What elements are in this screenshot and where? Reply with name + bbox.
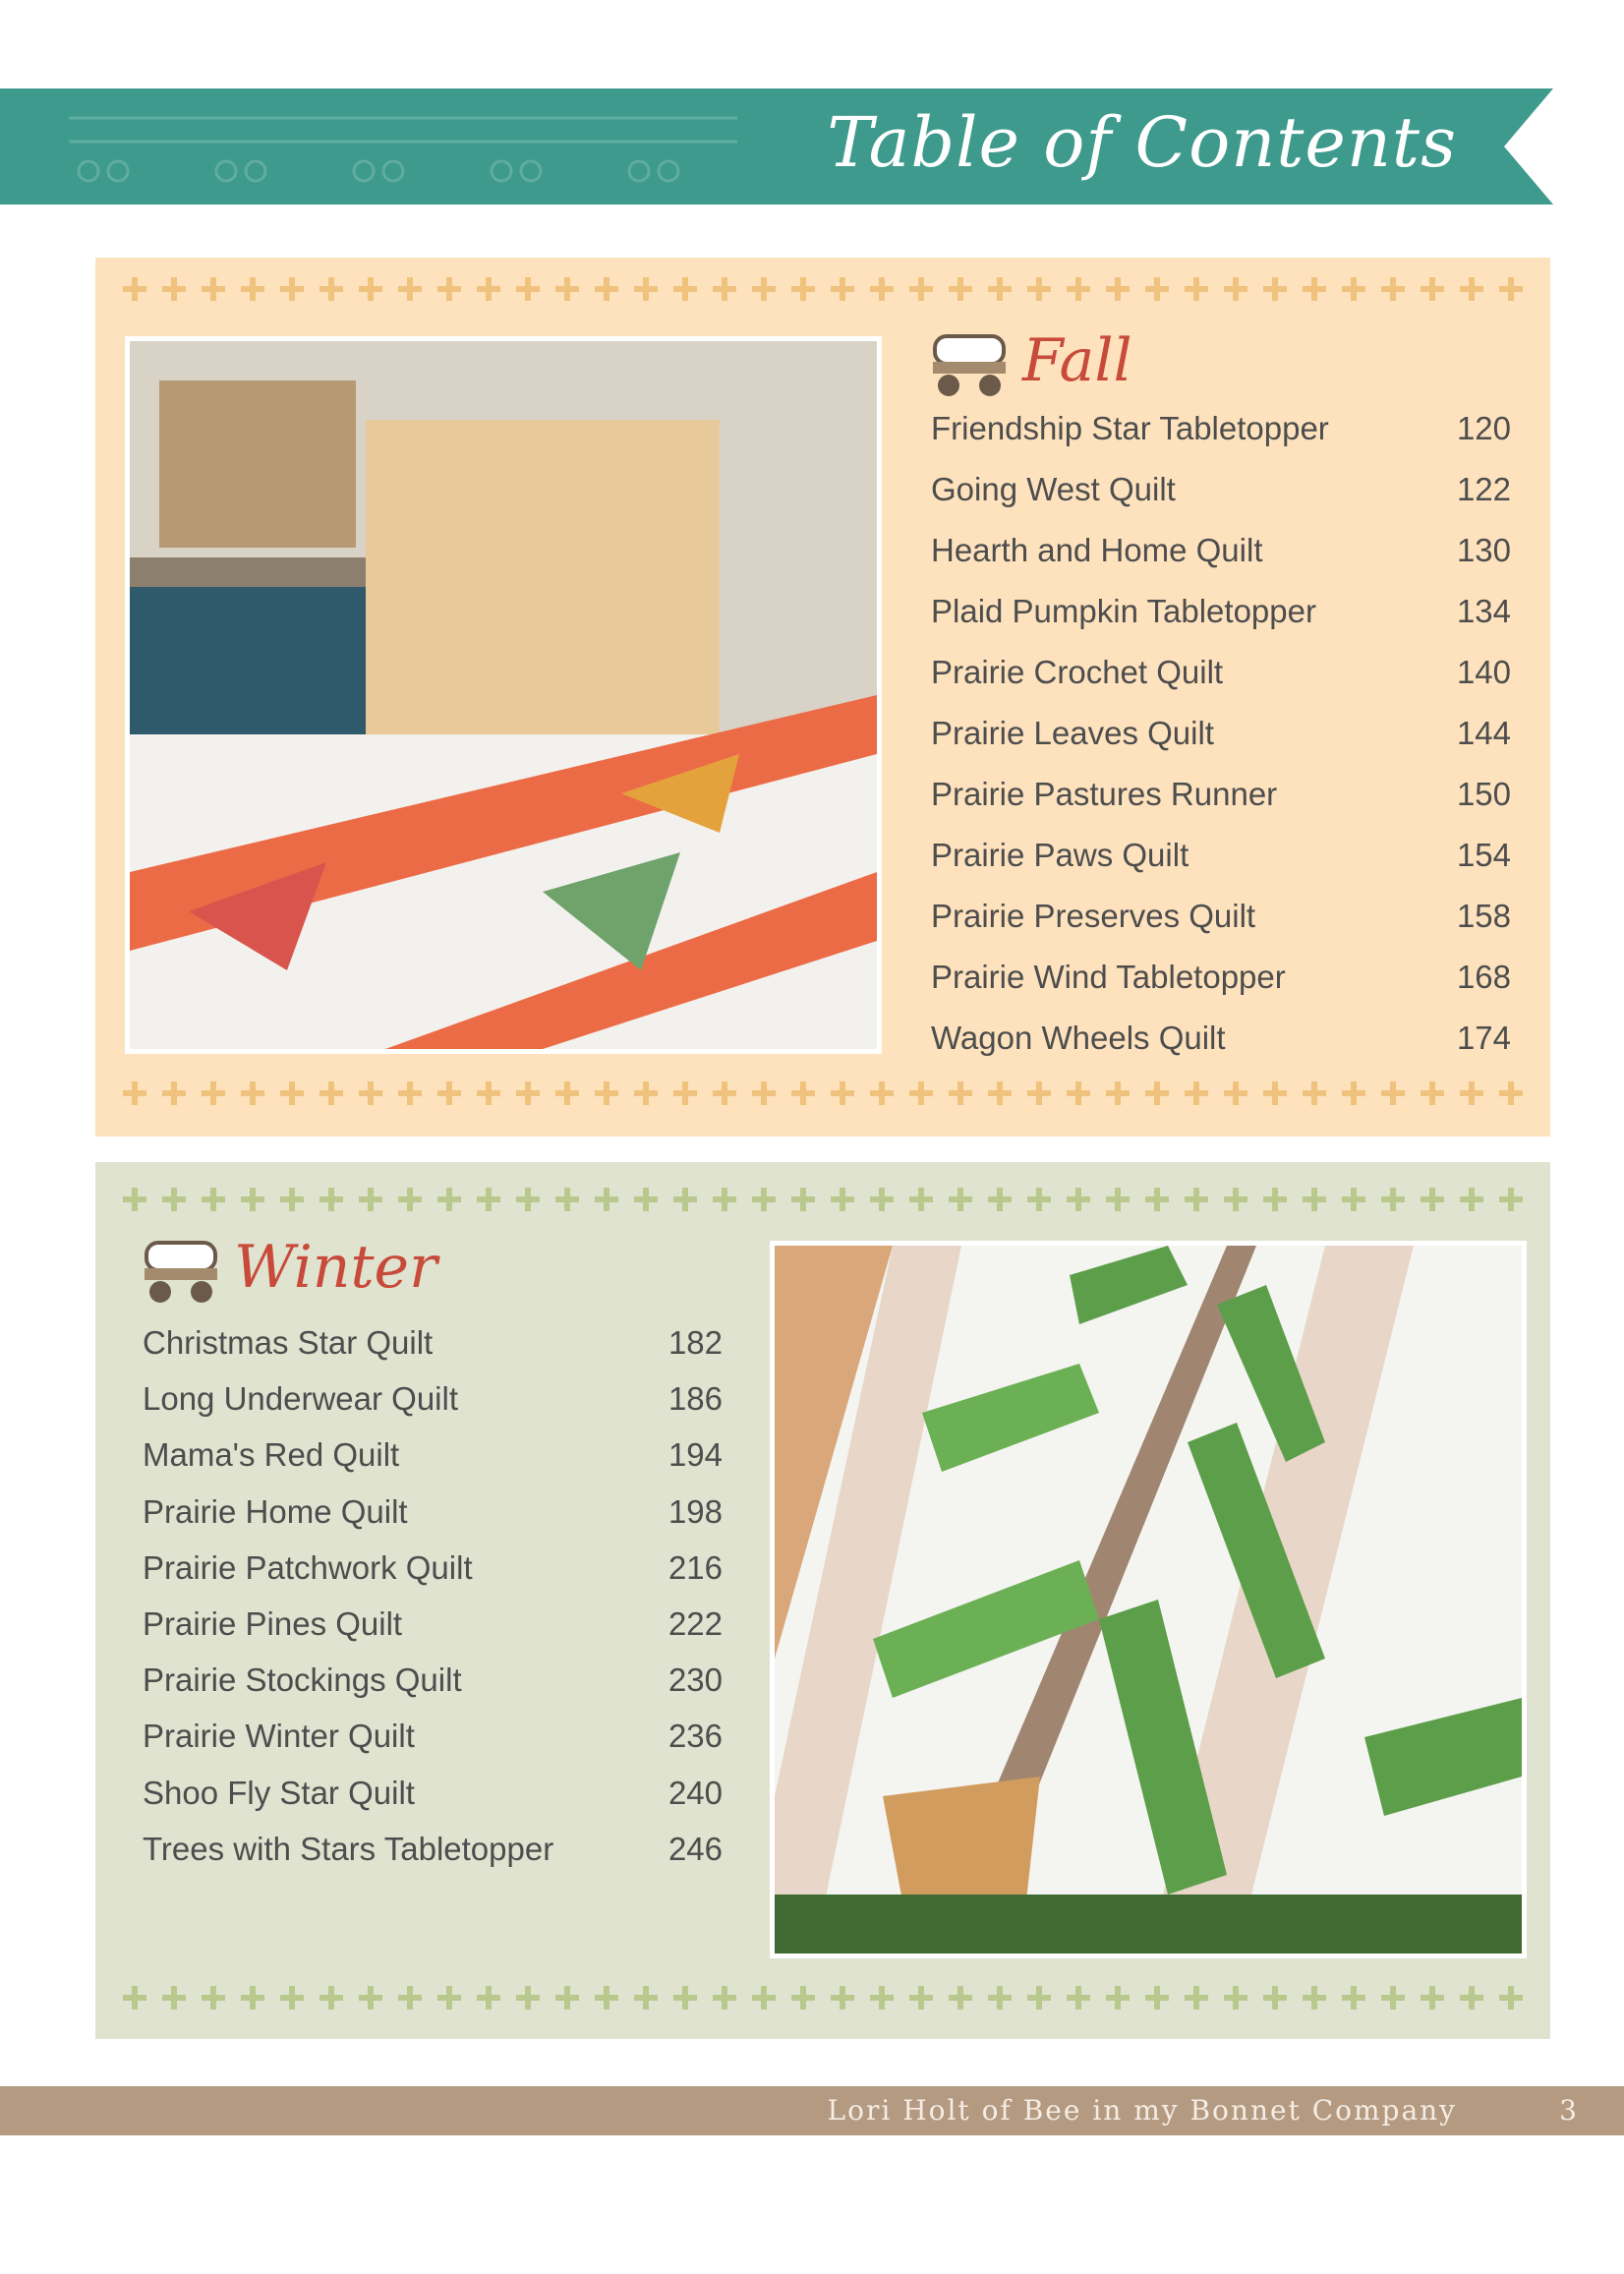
toc-entry-name: Prairie Pastures Runner — [931, 776, 1278, 812]
toc-entry-name: Wagon Wheels Quilt — [931, 1020, 1226, 1056]
toc-entry-page: 198 — [667, 1492, 723, 1530]
toc-entry[interactable] — [143, 1493, 723, 1549]
toc-entry[interactable] — [143, 1436, 723, 1492]
fall-toc-list — [931, 410, 1511, 1080]
fall-title: Fall — [1022, 326, 1132, 395]
toc-entry-page: 144 — [1456, 715, 1511, 751]
page-title: Table of Contents — [827, 102, 1457, 183]
toc-entry[interactable] — [931, 715, 1511, 776]
toc-entry-page: 150 — [1456, 776, 1511, 812]
toc-entry-page: 230 — [667, 1662, 723, 1699]
page-number: 3 — [1559, 2094, 1577, 2127]
toc-entry[interactable] — [931, 471, 1511, 532]
toc-entry-name: Friendship Star Tabletopper — [931, 410, 1329, 446]
banner-pattern — [59, 98, 747, 195]
toc-entry-name: Prairie Wind Tabletopper — [931, 959, 1286, 995]
toc-entry[interactable] — [931, 898, 1511, 959]
footer-bar — [0, 2086, 1624, 2135]
toc-entry[interactable] — [143, 1831, 723, 1887]
toc-entry[interactable] — [931, 837, 1511, 898]
covered-wagon-icon — [141, 1239, 221, 1308]
toc-entry-name: Mama's Red Quilt — [143, 1436, 400, 1474]
toc-entry[interactable] — [931, 410, 1511, 471]
winter-top-border — [115, 1180, 1531, 1219]
winter-quilt-photo — [770, 1241, 1527, 1958]
toc-entry-page: 158 — [1456, 898, 1511, 934]
toc-entry-page: 194 — [667, 1436, 723, 1474]
toc-entry-name: Prairie Patchwork Quilt — [143, 1548, 473, 1586]
covered-wagon-icon — [929, 332, 1010, 401]
toc-entry-name: Hearth and Home Quilt — [931, 532, 1263, 568]
toc-entry-name: Prairie Pines Quilt — [143, 1604, 403, 1642]
fall-section — [95, 258, 1550, 1137]
toc-entry-page: 168 — [1456, 959, 1511, 995]
toc-entry[interactable] — [143, 1718, 723, 1774]
toc-entry-name: Prairie Winter Quilt — [143, 1718, 415, 1755]
toc-entry-name: Christmas Star Quilt — [143, 1324, 434, 1361]
toc-entry[interactable] — [931, 654, 1511, 715]
toc-entry-page: 216 — [667, 1548, 723, 1586]
toc-entry-name: Going West Quilt — [931, 471, 1176, 507]
toc-entry[interactable] — [931, 593, 1511, 654]
toc-entry[interactable] — [931, 532, 1511, 593]
winter-toc-list — [143, 1324, 723, 1887]
toc-entry-name: Plaid Pumpkin Tabletopper — [931, 593, 1316, 629]
winter-bottom-border — [115, 1978, 1531, 2017]
fall-quilt-photo — [125, 336, 882, 1054]
toc-entry[interactable] — [143, 1324, 723, 1380]
toc-entry-page: 222 — [667, 1604, 723, 1642]
toc-entry[interactable] — [143, 1662, 723, 1718]
toc-entry-name: Prairie Leaves Quilt — [931, 715, 1214, 751]
toc-entry-name: Prairie Home Quilt — [143, 1492, 408, 1530]
toc-entry[interactable] — [143, 1775, 723, 1831]
toc-entry-page: 186 — [667, 1380, 723, 1418]
toc-entry[interactable] — [143, 1549, 723, 1605]
toc-entry-name: Prairie Preserves Quilt — [931, 898, 1256, 934]
toc-entry-page: 154 — [1456, 837, 1511, 873]
banner-notch — [1504, 88, 1553, 204]
toc-entry-name: Shoo Fly Star Quilt — [143, 1774, 415, 1811]
toc-entry-page: 140 — [1456, 654, 1511, 690]
toc-entry[interactable] — [931, 776, 1511, 837]
toc-entry-name: Long Underwear Quilt — [143, 1380, 459, 1418]
toc-entry-name: Prairie Stockings Quilt — [143, 1662, 462, 1699]
toc-entry-page: 174 — [1456, 1020, 1511, 1056]
toc-entry-page: 240 — [667, 1774, 723, 1811]
toc-entry[interactable] — [931, 1020, 1511, 1080]
winter-section — [95, 1162, 1550, 2039]
toc-entry-page: 134 — [1456, 593, 1511, 629]
toc-entry-name: Prairie Crochet Quilt — [931, 654, 1224, 690]
toc-entry-name: Trees with Stars Tabletopper — [143, 1830, 554, 1867]
toc-entry-name: Prairie Paws Quilt — [931, 837, 1189, 873]
toc-entry-page: 236 — [667, 1718, 723, 1755]
toc-entry-page: 122 — [1456, 471, 1511, 507]
toc-entry-page: 182 — [667, 1324, 723, 1361]
toc-entry[interactable] — [143, 1605, 723, 1662]
fall-top-border — [115, 269, 1531, 309]
toc-entry[interactable] — [931, 959, 1511, 1020]
toc-entry[interactable] — [143, 1380, 723, 1436]
toc-entry-page: 246 — [667, 1830, 723, 1867]
toc-entry-page: 120 — [1456, 410, 1511, 446]
toc-entry-page: 130 — [1456, 532, 1511, 568]
winter-title: Winter — [234, 1233, 437, 1302]
footer-credit: Lori Holt of Bee in my Bonnet Company — [827, 2094, 1457, 2127]
